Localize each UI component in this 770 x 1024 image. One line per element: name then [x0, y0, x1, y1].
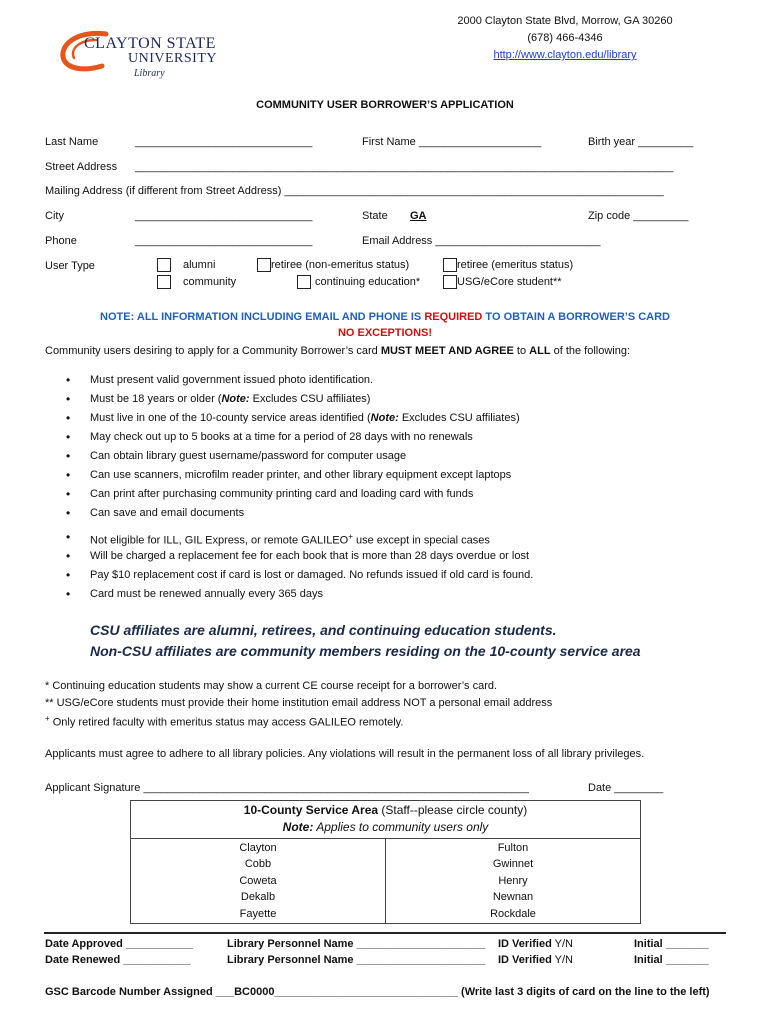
bullet-text: use except in special cases	[352, 534, 490, 547]
applicant-signature-field[interactable]: Applicant Signature _______________________________________________________________	[45, 782, 529, 794]
bullet-text: Excludes CSU affiliates)	[249, 393, 371, 405]
phone-label: Phone	[45, 235, 77, 247]
list-item	[66, 504, 746, 523]
county-cell[interactable]: Henry	[498, 874, 528, 887]
note-part2: TO OBTAIN A BORROWER’S CARD	[482, 311, 670, 323]
requirements-list	[66, 371, 746, 604]
bullet-text: Card must be renewed annually every 365 days	[90, 588, 323, 600]
bullet-text: Must be 18 years or older (	[90, 393, 222, 405]
retiree-non-label: retiree (non-emeritus status)	[271, 258, 410, 271]
state-label: State	[362, 210, 388, 222]
bullet-text: Not eligible for ILL, GIL Express, or remote GALILEO	[90, 534, 349, 547]
footnote-usg: ** USG/eCore students must provide their home institution email address NOT a personal email address	[45, 697, 553, 709]
affiliates-line-1: CSU affiliates are alumni, retirees, and continuing education students.	[90, 622, 557, 638]
table-title-rest: (Staff--please circle county)	[378, 803, 528, 817]
policy-statement: Applicants must agree to adhere to all library policies. Any violations will result in the permanent loss of all library privileges.	[45, 748, 645, 760]
required-note	[0, 311, 770, 323]
staff-section-divider	[44, 932, 726, 934]
county-cell[interactable]: Dekalb	[240, 891, 276, 904]
city-field[interactable]: _____________________________	[135, 210, 313, 222]
county-cell[interactable]: Newnan	[492, 891, 534, 904]
list-item	[66, 485, 746, 504]
list-item	[66, 585, 746, 604]
footnote-text: Only retired faculty with emeritus status may access GALILEO remotely.	[49, 716, 404, 729]
county-cell[interactable]: Cobb	[244, 858, 272, 871]
list-item	[66, 523, 746, 547]
bullet-text: Will be charged a replacement fee for each book that is more than 28 days overdue or lost	[90, 550, 530, 562]
retiree-em-checkbox[interactable]	[443, 258, 457, 272]
initial-field-1[interactable]: Initial _______	[634, 938, 709, 950]
footnote-continuing: * Continuing education students may show a current CE course receipt for a borrower’s card.	[45, 680, 498, 692]
barcode-field[interactable]: GSC Barcode Number Assigned ___BC0000______________________________ (Write last 3 digits of card on the line to the left)	[45, 986, 710, 998]
note-part1: NOTE: ALL INFORMATION INCLUDING EMAIL AND PHONE IS	[100, 311, 425, 323]
bullet-text: Must live in one of the 10-county service areas identified (	[90, 412, 371, 424]
bullet-sup: +	[348, 532, 353, 541]
header-address: 2000 Clayton State Blvd, Morrow, GA 30260	[457, 15, 673, 27]
alumni-label: alumni	[183, 258, 216, 271]
personnel-name-field-1[interactable]: Library Personnel Name _____________________	[227, 938, 486, 950]
intro-c: to	[513, 345, 530, 357]
user-type-alumni[interactable]	[157, 258, 215, 272]
initial-field-2[interactable]: Initial _______	[634, 954, 709, 966]
county-cell[interactable]: Fulton	[497, 842, 529, 854]
id-verified-1[interactable]	[498, 938, 573, 950]
community-checkbox[interactable]	[157, 275, 171, 289]
county-table	[130, 800, 641, 924]
date-field[interactable]: Date ________	[588, 782, 664, 794]
list-item	[66, 428, 746, 447]
user-type-community[interactable]	[157, 275, 236, 289]
continuing-checkbox[interactable]	[297, 275, 311, 289]
note-required: REQUIRED	[424, 311, 483, 323]
bullet-text: Must present valid government issued photo identification.	[90, 374, 374, 386]
id-verified-label: ID Verified	[498, 938, 552, 950]
list-item	[66, 466, 746, 485]
no-exceptions: NO EXCEPTIONS!	[337, 327, 433, 339]
library-logo	[56, 28, 216, 84]
list-item	[66, 371, 746, 390]
personnel-name-field-2[interactable]: Library Personnel Name _____________________	[227, 954, 486, 966]
form-title: COMMUNITY USER BORROWER’S APPLICATION	[256, 99, 514, 111]
list-item	[66, 566, 746, 585]
bullet-text: Can use scanners, microfilm reader printer, and other library equipment except laptops	[90, 469, 512, 481]
intro-a: Community users desiring to apply for a Community Borrower’s card	[45, 345, 381, 357]
user-type-continuing[interactable]	[297, 275, 420, 289]
id-verified-2[interactable]	[498, 954, 573, 966]
bullet-note: Note:	[221, 393, 250, 405]
footnote-galileo	[45, 714, 403, 729]
last-name-label: Last Name	[45, 136, 99, 148]
intro-d: ALL	[529, 345, 551, 357]
city-label: City	[45, 210, 64, 222]
logo-text-3: Library	[134, 68, 165, 79]
usg-label: USG/eCore student**	[457, 275, 562, 288]
bullet-text: Excludes CSU affiliates)	[398, 412, 520, 424]
street-address-label: Street Address	[45, 161, 118, 173]
list-item	[66, 390, 746, 409]
county-cell[interactable]: Coweta	[239, 874, 277, 887]
bullet-text: Can save and email documents	[90, 507, 245, 519]
bullet-note: Note:	[370, 412, 399, 424]
county-cell[interactable]: Rockdale	[490, 907, 536, 920]
birth-year-field[interactable]: Birth year _________	[588, 136, 694, 148]
county-left-column	[131, 839, 386, 924]
retiree-non-checkbox[interactable]	[257, 258, 271, 272]
user-type-usg[interactable]	[443, 275, 562, 289]
table-title-bold: 10-County Service Area	[243, 803, 379, 817]
affiliates-line-2: Non-CSU affiliates are community members residing on the 10-county service area	[90, 643, 641, 659]
header-link-wrap	[410, 49, 720, 61]
id-verified-value: Y/N	[551, 938, 573, 950]
footnote-symbol: +	[45, 714, 50, 723]
county-cell[interactable]: Clayton	[239, 842, 277, 854]
date-renewed-field[interactable]: Date Renewed ___________	[45, 954, 191, 966]
user-type-retiree-non-emeritus[interactable]	[257, 258, 409, 272]
first-name-field[interactable]: First Name ____________________	[362, 136, 542, 148]
bullet-text: Pay $10 replacement cost if card is lost or damaged. No refunds issued if old card is found.	[90, 569, 534, 581]
phone-field[interactable]: _____________________________	[135, 235, 313, 247]
list-item	[66, 447, 746, 466]
county-table-title	[131, 801, 641, 839]
user-type-retiree-emeritus[interactable]	[443, 258, 573, 272]
table-note-rest: Applies to community users only	[313, 820, 489, 834]
community-label: community	[183, 275, 237, 288]
state-value: GA	[410, 210, 427, 222]
retiree-em-label: retiree (emeritus status)	[457, 258, 574, 271]
bullet-text: Can obtain library guest username/password for computer usage	[90, 450, 407, 462]
library-url-link[interactable]: http://www.clayton.edu/library	[493, 49, 637, 61]
usg-checkbox[interactable]	[443, 275, 457, 289]
mailing-address-field[interactable]: Mailing Address (if different from Street Address) ______________________________________________________________	[45, 185, 664, 197]
user-type-label: User Type	[45, 260, 95, 272]
id-verified-value: Y/N	[551, 954, 573, 966]
alumni-checkbox[interactable]	[157, 258, 171, 272]
county-cell[interactable]: Fayette	[239, 907, 277, 920]
continuing-label: continuing education*	[315, 275, 421, 288]
date-approved-field[interactable]: Date Approved ___________	[45, 938, 194, 950]
last-name-field[interactable]: _____________________________	[135, 136, 313, 148]
bullet-text: May check out up to 5 books at a time for a period of 28 days with no renewals	[90, 431, 473, 443]
header-phone: (678) 466-4346	[527, 32, 603, 44]
county-right-column	[386, 839, 641, 924]
list-item	[66, 409, 746, 428]
street-address-field[interactable]: ________________________________________________________________________________________	[135, 161, 674, 173]
email-field[interactable]: Email Address ___________________________	[362, 235, 601, 247]
zip-code-field[interactable]: Zip code _________	[588, 210, 689, 222]
requirements-intro	[45, 345, 630, 357]
logo-text-2: UNIVERSITY	[128, 51, 217, 66]
list-item	[66, 547, 746, 566]
table-note-label: Note:	[282, 820, 314, 834]
intro-e: of the following:	[550, 345, 631, 357]
intro-b: MUST MEET AND AGREE	[380, 345, 514, 357]
bullet-text: Can print after purchasing community printing card and loading card with funds	[90, 488, 474, 500]
id-verified-label: ID Verified	[498, 954, 552, 966]
county-cell[interactable]: Gwinnet	[492, 858, 534, 871]
logo-text-1: CLAYTON STATE	[84, 35, 216, 52]
